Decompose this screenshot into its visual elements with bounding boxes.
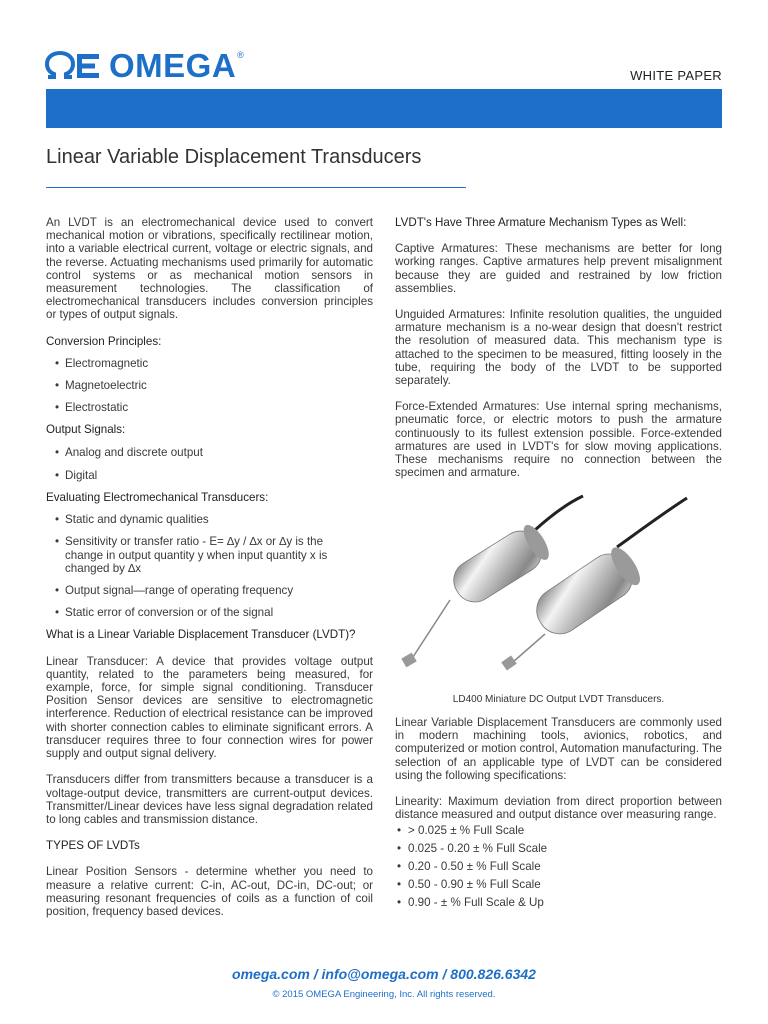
- what-is-lvdt-heading: What is a Linear Variable Displacement Transducer (LVDT)?: [46, 628, 356, 642]
- header-band: [46, 89, 722, 128]
- footer-contact-links[interactable]: omega.com / info@omega.com / 800.826.6342: [232, 966, 536, 982]
- unguided-paragraph: Unguided Armatures: Infinite resolution qualities, the unguided armature mechanism is a no-wear design that doesn't restrict the resolution of measured data. This mechanism type is attached to the specimen to be measured, fitting loosely in the tube, requiring the body of the LVDT to be supported separately.: [395, 308, 722, 388]
- omega-symbol-icon: [45, 51, 103, 81]
- linearity-list: [395, 824, 722, 908]
- right-column: [395, 216, 722, 479]
- right-column-lower: [395, 716, 722, 913]
- list-item: • 0.50 - 0.90 ± % Full Scale: [397, 877, 541, 891]
- title-divider: [46, 187, 466, 188]
- list-item: • Static and dynamic qualities: [55, 513, 209, 527]
- list-item: • Digital: [55, 468, 98, 482]
- linear-position-paragraph: Linear Position Sensors - determine whether you need to measure a relative current: C-in, AC-out, DC-in, DC-out; or measuring resonant frequencies of coils as a function of coil position, frequency based devices.: [46, 865, 373, 918]
- list-item: • > 0.025 ± % Full Scale: [397, 824, 525, 838]
- lvdt-product-image: [395, 492, 722, 682]
- transducers-differ-paragraph: Transducers differ from transmitters because a transducer is a voltage-output device, transmitters are current-output devices. Transmitter/Linear devices have less signal degradation related to long cables and transmission distance.: [46, 773, 373, 826]
- armature-heading: LVDT's Have Three Armature Mechanism Types as Well:: [395, 216, 687, 229]
- image-caption: LD400 Miniature DC Output LVDT Transducers.: [452, 694, 665, 705]
- list-item: • Static error of conversion or of the signal: [55, 606, 274, 620]
- conversion-list: [46, 357, 373, 415]
- linearity-paragraph: Linearity: Maximum deviation from direct proportion between distance measured and output distance over measuring range.: [395, 795, 722, 822]
- force-extended-paragraph: Force-Extended Armatures: Use internal spring mechanisms, pneumatic force, or electric motors to push the armature continuously to its fullest extension possible. Force-extended armatures are used in LVDT's for slow moving applications. These mechanisms require no connection between the specimen and armature.: [395, 400, 722, 480]
- list-item: • 0.20 - 0.50 ± % Full Scale: [397, 860, 541, 874]
- list-item: • Electrostatic: [55, 401, 129, 415]
- document-type: WHITE PAPER: [630, 68, 722, 83]
- list-item: • Electromagnetic: [55, 356, 149, 370]
- evaluating-list: [46, 513, 373, 619]
- output-list: [46, 446, 373, 482]
- left-column: [46, 216, 373, 918]
- conversion-heading: Conversion Principles:: [46, 334, 162, 348]
- footer-copyright: © 2015 OMEGA Engineering, Inc. All rights reserved.: [272, 989, 496, 1000]
- usage-paragraph: Linear Variable Displacement Transducers are commonly used in modern machining tools, avionics, robotics, and computerized or motion control, Automation manufacturing. The selection of an applicable type of LVDT can be considered using the following specifications:: [395, 716, 722, 782]
- list-item: • 0.025 - 0.20 ± % Full Scale: [397, 842, 548, 856]
- list-item: • Magnetoelectric: [55, 379, 147, 393]
- output-heading: Output Signals:: [46, 423, 126, 437]
- evaluating-heading: Evaluating Electromechanical Transducers:: [46, 491, 269, 505]
- types-heading: TYPES OF LVDTs: [46, 839, 140, 853]
- list-item: • Analog and discrete output: [55, 445, 203, 459]
- list-item: • Sensitivity or transfer ratio - E= ∆y / ∆x or ∆y is the change in output quantity y when input quantity x is changed by ∆x: [55, 535, 328, 575]
- omega-logo[interactable]: [45, 47, 244, 84]
- list-item: • Output signal—range of operating frequency: [55, 584, 294, 598]
- logo-wordmark: OMEGA: [109, 47, 237, 84]
- linear-transducer-paragraph: Linear Transducer: A device that provides voltage output quantity, related to the parameters being measured, for example, force, for simple signal conditioning. Transducer Position Sensor devices are sensitive to electromagnetic interference. Reduction of electrical resistance can be improved with shorter connection cables to eliminate significant errors. A transducer requires three to four connection wires for power supply and output signal delivery.: [46, 654, 373, 761]
- page-title: Linear Variable Displacement Transducers: [46, 146, 422, 168]
- registered-mark: ®: [237, 50, 244, 60]
- list-item: • 0.90 - ± % Full Scale & Up: [397, 895, 544, 909]
- captive-paragraph: Captive Armatures: These mechanisms are better for long working ranges. Captive armatures help prevent misalignment because they are guided and restrained by low friction assemblies.: [395, 242, 722, 295]
- intro-paragraph: An LVDT is an electromechanical device used to convert mechanical motion or vibrations, specifically rectilinear motion, into a variable electrical current, voltage or electric signals, and the reverse. Actuating mechanisms used primarily for automatic control systems or as mechanical motion sensors in measurement technologies. The classification of electromechanical transducers includes conversion principles or types of output signals.: [46, 216, 373, 322]
